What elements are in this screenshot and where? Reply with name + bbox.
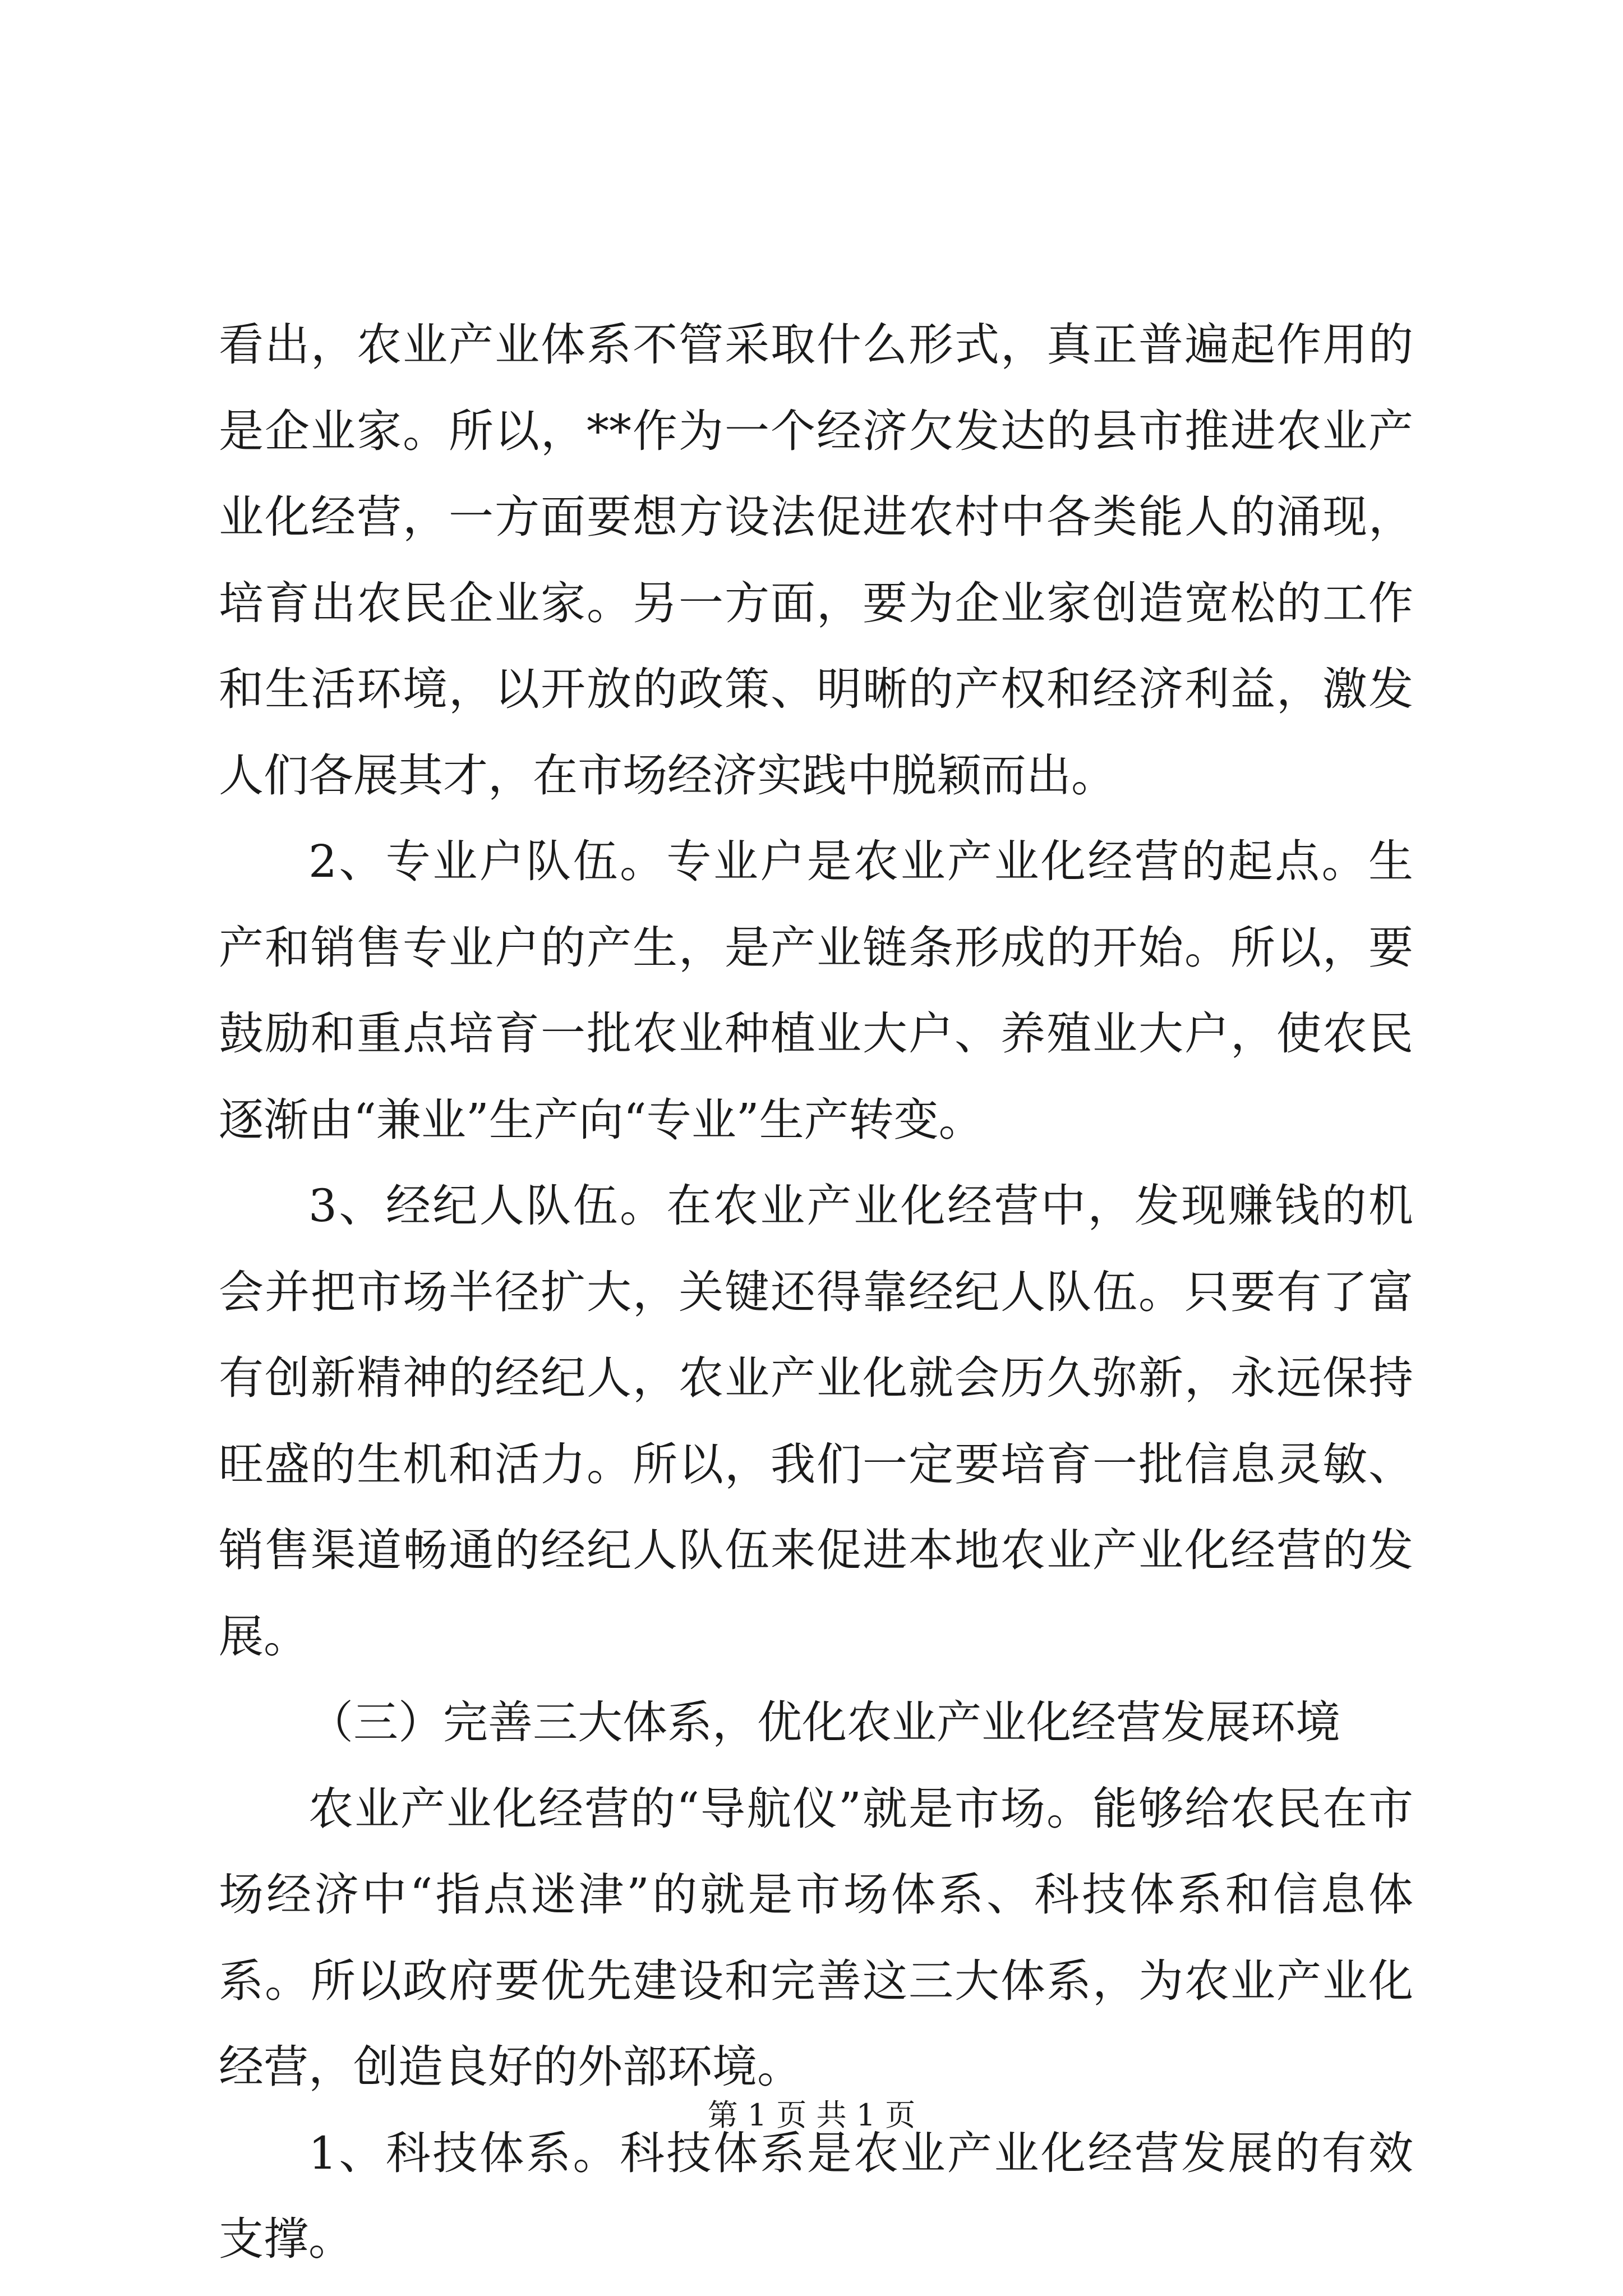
paragraph-market-navigator: 农业产业化经营的“导航仪”就是市场。能够给农民在市场经济中“指点迷津”的就是市场体系、科技体系和信息体系。所以政府要优先建设和完善这三大体系，为农业产业化经营，创造良好的外部环境。 <box>219 1782 1413 2093</box>
paragraph-specialized-households: 2、专业户队伍。专业户是农业产业化经营的起点。生产和销售专业户的产生，是产业链条形成的开始。所以，要鼓励和重点培育一批农业种植业大户、养殖业大户，使农民逐渐由“兼业”生产向“专业”生产转变。 <box>219 835 1413 1146</box>
section-heading-three-systems: （三）完善三大体系，优化农业产业化经营发展环境 <box>308 1696 1340 1749</box>
paragraph-technology-system: 1、科技体系。科技体系是农业产业化经营发展的有效支撑。 <box>219 2127 1413 2265</box>
paragraph-brokers: 3、经纪人队伍。在农业产业化经营中，发现赚钱的机会并把市场半径扩大，关键还得靠经纪人队伍。只要有了富有创新精神的经纪人，农业产业化就会历久弥新，永远保持旺盛的生机和活力。所以，我们一定要培育一批信息灵敏、销售渠道畅通的经纪人队伍来促进本地农业产业化经营的发展。 <box>219 1180 1413 1663</box>
page-footer: 第 1 页 共 1 页 <box>707 2097 916 2133</box>
document-body <box>219 302 1413 2283</box>
paragraph-entrepreneurs-continued: 看出，农业产业体系不管采取什么形式，真正普遍起作用的是企业家。所以，**作为一个经济欠发达的县市推进农业产业化经营，一方面要想方设法促进农村中各类能人的涌现，培育出农民企业家。另一方面，要为企业家创造宽松的工作和生活环境，以开放的政策、明晰的产权和经济利益，激发人们各展其才，在市场经济实践中脱颖而出。 <box>219 319 1413 802</box>
